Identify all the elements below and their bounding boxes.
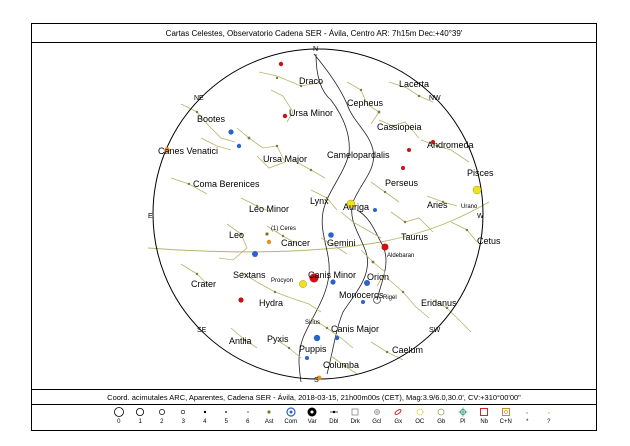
label-andromeda: Andromeda <box>427 140 474 150</box>
label-caelum: Caelum <box>392 345 424 355</box>
label-monoceros: Monoceros <box>339 290 384 300</box>
label-lacerta: Lacerta <box>399 79 430 89</box>
label-camelopardalis: Camelopardalis <box>327 150 390 160</box>
legend-drk: Drk <box>345 405 367 426</box>
cancer-orange-star[interactable] <box>267 240 271 244</box>
variable-star-icon <box>306 406 318 418</box>
mag0-star-icon <box>113 406 125 418</box>
legend-gx: Gx <box>388 405 410 426</box>
legend-com: Com <box>280 405 302 426</box>
puppis-blue-star[interactable] <box>305 356 309 360</box>
mag2-star-icon <box>156 406 168 418</box>
legend-pl: Pl <box>452 405 474 426</box>
label-pisces: Pisces <box>467 168 494 178</box>
generic-star-icon <box>521 406 533 418</box>
bootes-blue-star[interactable] <box>237 144 241 148</box>
label-ursa-major: Ursa Major <box>263 154 308 164</box>
globule-icon <box>435 406 447 418</box>
label-lynx: Lynx <box>310 196 329 206</box>
label-procyon: Procyon <box>271 278 294 284</box>
label-cetus: Cetus <box>477 236 501 246</box>
legend-gcl: Gcl <box>366 405 388 426</box>
label-ceres: (1) Ceres <box>271 226 297 232</box>
label-canis-minor: Canis Minor <box>308 270 357 280</box>
label-perseus: Perseus <box>385 178 419 188</box>
canis-major-blue-star[interactable] <box>335 336 339 340</box>
label-pyxis: Pyxis <box>267 334 289 344</box>
monoceros-blue-star[interactable] <box>361 300 365 304</box>
open-cluster-icon <box>414 406 426 418</box>
direction-se: SE <box>197 327 207 334</box>
andromeda-red-star[interactable] <box>407 148 411 152</box>
label-canes-venatici: Canes Venatici <box>158 146 219 156</box>
planetary-nebula-icon <box>457 406 469 418</box>
label-gemini: Gemini <box>327 238 356 248</box>
label-cassiopeia: Cassiopeia <box>377 122 422 132</box>
legend <box>31 405 597 431</box>
label-hydra: Hydra <box>259 298 284 308</box>
legend-ast: Ast <box>259 405 281 426</box>
label-coma-berenices: Coma Berenices <box>193 179 260 189</box>
procyon-star[interactable] <box>299 280 306 287</box>
direction-ne: NE <box>194 95 204 102</box>
label-canis-major: Canis Major <box>331 324 380 334</box>
label-crater: Crater <box>191 279 217 289</box>
label-uranus: Urano <box>461 204 478 210</box>
legend-mag0: 0 <box>108 405 130 426</box>
bellatrix-star[interactable] <box>330 279 335 284</box>
label-draco: Draco <box>299 76 324 86</box>
legend-mag6: 6 <box>237 405 259 426</box>
uranus-planet[interactable] <box>473 186 481 194</box>
mag1-star-icon <box>134 406 146 418</box>
polaris-star[interactable] <box>283 114 287 118</box>
label-rigel: Rigel <box>383 295 397 301</box>
legend-star: * <box>517 405 539 426</box>
label-bootes: Bootes <box>197 114 226 124</box>
direction-w: W <box>477 213 484 220</box>
label-eridanus: Eridanus <box>421 298 457 308</box>
legend-mag3: 3 <box>173 405 195 426</box>
label-cepheus: Cepheus <box>347 98 384 108</box>
legend-nb: Nb <box>474 405 496 426</box>
direction-e: E <box>148 213 153 220</box>
label-aries: Aries <box>427 200 448 210</box>
chart-title-text: Cartas Celestes, Observatorio Cadena SER - Ávila, Centro AR: 7h15m Dec:+40°39' <box>165 28 463 38</box>
comet-icon <box>285 406 297 418</box>
legend-oc: OC <box>409 405 431 426</box>
direction-n: N <box>313 46 319 53</box>
sirius-star[interactable] <box>314 335 320 341</box>
aldebaran-star[interactable] <box>382 244 389 251</box>
sky-chart[interactable] <box>31 42 597 390</box>
sky-chart-svg[interactable] <box>31 42 597 390</box>
mag5-star-icon <box>220 406 232 418</box>
direction-sw: SW <box>429 327 441 334</box>
double-star-icon <box>328 406 340 418</box>
asteroid-icon <box>263 406 275 418</box>
chart-title <box>31 23 597 43</box>
legend-gb: Gb <box>431 405 453 426</box>
label-ursa-minor: Ursa Minor <box>289 108 334 118</box>
chart-info-bar <box>31 389 597 405</box>
alphard-star[interactable] <box>238 297 243 302</box>
legend-var: Var <box>302 405 324 426</box>
faint-stars <box>188 77 468 367</box>
label-taurus: Taurus <box>401 232 429 242</box>
regulus-star[interactable] <box>252 251 258 257</box>
pollux-star[interactable] <box>328 232 334 238</box>
chart-info-text: Coord. acimutales ARC, Aparentes, Cadena SER - Ávila, 2018-03-15, 21h00m00s (CET), Mag:3.9/6.0,30.0', CV:+310°00'00" <box>107 392 521 402</box>
legend-mag4: 4 <box>194 405 216 426</box>
cluster-nebula-icon <box>500 406 512 418</box>
direction-s: S <box>314 377 319 384</box>
label-antlia: Antlia <box>229 336 252 346</box>
globular-cluster-icon <box>371 406 383 418</box>
label-auriga: Auriga <box>343 202 370 212</box>
nebula-icon <box>478 406 490 418</box>
draco-red-star[interactable] <box>279 62 283 66</box>
legend-mag5: 5 <box>216 405 238 426</box>
arcturus-star[interactable] <box>228 129 233 134</box>
label-orion: Orion <box>367 272 390 282</box>
legend-dbl: Dbl <box>323 405 345 426</box>
mirphak-star[interactable] <box>401 166 405 170</box>
mag6-star-icon <box>242 406 254 418</box>
legend-mag2: 2 <box>151 405 173 426</box>
label-sextans: Sextans <box>233 270 266 280</box>
legend-unknown: ? <box>538 405 560 426</box>
unknown-object-icon <box>543 406 555 418</box>
label-leo-minor: Leo Minor <box>249 204 290 214</box>
label-sirius: Sirius <box>305 320 321 326</box>
label-puppis: Puppis <box>299 344 327 354</box>
legend-mag1: 1 <box>130 405 152 426</box>
direction-nw: NW <box>429 95 441 102</box>
mag3-star-icon <box>177 406 189 418</box>
label-leo: Leo <box>229 230 245 240</box>
label-columba: Columba <box>323 360 360 370</box>
galaxy-icon <box>392 406 404 418</box>
perseus-blue-star[interactable] <box>373 208 377 212</box>
label-aldebaran: Aldebaran <box>387 253 415 259</box>
legend-cn: C+N <box>495 405 517 426</box>
mag4-star-icon <box>199 406 211 418</box>
ceres-asteroid[interactable] <box>265 232 268 235</box>
dark-nebula-icon <box>349 406 361 418</box>
label-cancer: Cancer <box>281 238 311 248</box>
